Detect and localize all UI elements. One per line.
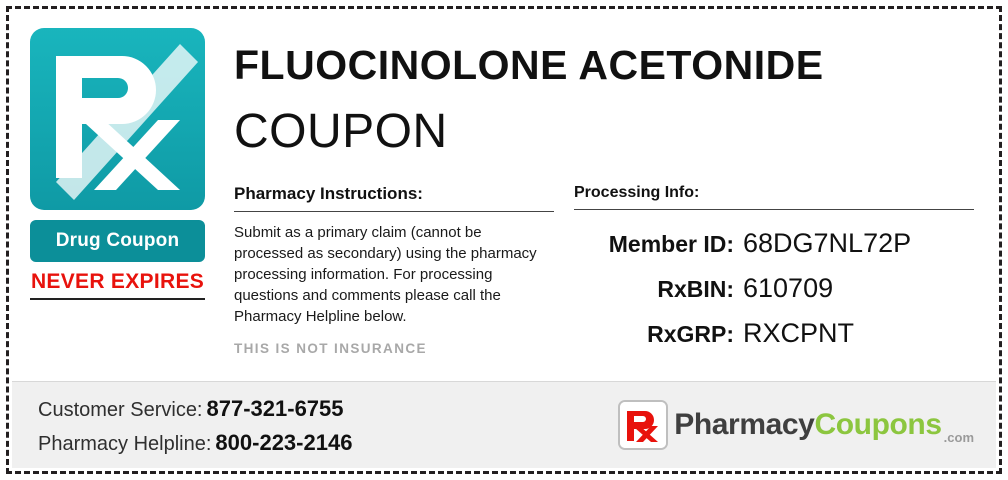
pharmacy-helpline-number[interactable]: 800-223-2146	[215, 430, 353, 455]
coupon-logo	[30, 28, 210, 300]
pharmacy-helpline-line	[38, 430, 352, 456]
processing-info-row	[574, 228, 974, 259]
coupon-footer	[12, 381, 996, 468]
brand-text-dotcom: .com	[943, 430, 974, 445]
footer-phone-numbers	[38, 396, 352, 464]
drug-coupon-badge: Drug Coupon	[30, 220, 205, 262]
pharmacy-helpline-label: Pharmacy Helpline:	[38, 433, 212, 455]
pharmacy-instructions-body: Submit as a primary claim (cannot be processed as secondary) using the pharmacy processing information. For processing questions and comments please call the Pharmacy Helpline below.	[234, 224, 537, 325]
rxbin-label: RxBIN:	[657, 276, 734, 302]
member-id-label: Member ID:	[608, 231, 734, 257]
brand-text-coupons: Coupons	[814, 408, 942, 441]
brand-text	[674, 408, 941, 442]
customer-service-label: Customer Service:	[38, 399, 203, 421]
coupon-top-section	[12, 12, 996, 382]
never-expires-underline	[30, 298, 205, 300]
brand-logo[interactable]	[618, 400, 974, 450]
coupon-title-drug: FLUOCINOLONE ACETONIDE	[234, 42, 824, 88]
rxgrp-value: RXCPNT	[743, 318, 855, 348]
rx-logo-box	[30, 28, 205, 210]
processing-info-row	[574, 273, 974, 304]
customer-service-line	[38, 396, 352, 422]
member-id-value: 68DG7NL72P	[743, 228, 912, 258]
processing-info-heading: Processing Info:	[574, 184, 700, 201]
rxgrp-label: RxGRP:	[647, 321, 734, 347]
rx-symbol-icon	[30, 28, 205, 210]
pharmacy-instructions-heading: Pharmacy Instructions:	[234, 184, 423, 203]
coupon-title-word: COUPON	[234, 105, 448, 158]
rxbin-value: 610709	[743, 273, 834, 303]
processing-info-row	[574, 318, 974, 349]
customer-service-number[interactable]: 877-321-6755	[206, 396, 344, 421]
processing-info-block	[574, 184, 974, 363]
pharmacy-instructions-block	[234, 184, 554, 356]
brand-text-pharmacy: Pharmacy	[674, 408, 815, 441]
brand-rx-icon	[618, 400, 668, 450]
never-expires-label: NEVER EXPIRES	[30, 270, 205, 293]
not-insurance-disclaimer: THIS IS NOT INSURANCE	[234, 341, 427, 356]
processing-info-rule	[574, 209, 974, 210]
pharmacy-instructions-rule	[234, 211, 554, 212]
